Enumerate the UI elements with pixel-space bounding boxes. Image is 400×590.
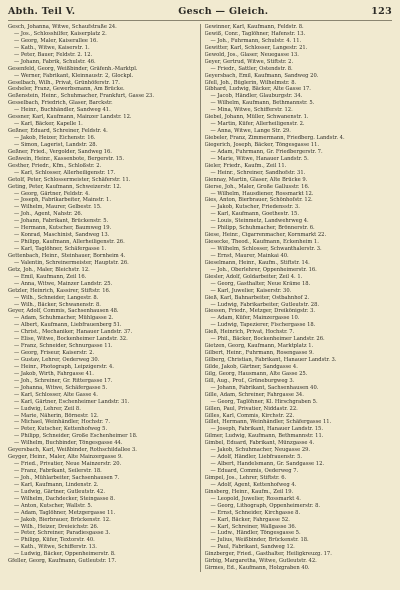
directory-entry: — Jacob, Händler, Glauburgstr. 34. [210,93,303,100]
directory-entry: — Ernst, Maurer, Mainkai 40. [210,252,289,259]
directory-entry: — Joh., Oberlehrer, Oppenheimerstr. 16. [210,266,317,273]
directory-entry: — Simon, Lagerist, Landstr. 28. [14,141,98,148]
directory-entry: — Adam, Küfer, Mainzergasse 10. [210,315,300,322]
directory-entry: — Karl, Taglöhner, Schäfergasse 1. [14,246,107,252]
directory-entry: Geyersbach, Emil, Kaufmann, Sandweg 20. [204,72,319,79]
directory-entry: Getzler, Heinrich, Kassirer, Stiftstr. 16. [8,287,111,294]
directory-entry: Geßner, Fried., Vergolder, Sandweg 16. [8,148,112,155]
directory-entry: — Jakob, Wirth, Fahrgasse 41. [14,370,94,377]
directory-entry: — Adam, Fuhrmann, Gr. Friedbergerstr. 7. [210,148,323,155]
directory-entry: — Joh., Agent, Nahstr. 26. [14,211,83,218]
directory-entry: Gettenbach, Heinr., Steinhauer, Bornheim 4. [8,252,126,259]
directory-entry: Gesch, Johanna, Witwe, Schaufstraße 24. [8,24,117,30]
directory-entry: Gilde, Jakob, Gärtner, Sandgasse 4. [204,363,298,370]
directory-entry: Getolf, Peter, Schlossermeister, Schäferstr. 11. [8,176,131,183]
directory-entry: Gewinner, Karl, Kaufmann, Feldstr. 8. [204,24,304,30]
directory-entry: — Karl, Schlosser, Alte Gasse 4. [14,391,98,398]
directory-entry: Gfell, Joh., Büglerin, Wilhelmstr. 8. [204,79,297,86]
directory-entry: — Valentin, Schreinermeister, Hauptstr. 26. [14,259,129,266]
directory-entry: — Adam, Schuhmacher, Mühlgasse 2. [14,315,114,322]
directory-entry: — Anna, Witwe, Mainzer Landstr. 25. [14,280,113,287]
directory-entry: — Jakob, Bierbrauer, Brückenstr. 12. [14,516,111,523]
directory-entry: Gille, Adam, Schreiner, Fahrgasse 34. [204,391,304,398]
directory-entry: — Wilhelm, Maurer, Gelbestr. 15. [14,204,102,211]
directory-entry: — Karl, Kaufmann, Lindenstr. 2. [14,481,99,488]
directory-entry: — Karl, Kaufmann, Goethestr. 15. [210,211,299,218]
directory-entry: — Mina, Witwe, Schifferstr. 12. [210,107,293,114]
directory-entry: Gieselmann, Heinr., Kaufm., Stiftstr. 14. [204,259,310,266]
directory-entry: Gilberg, Christian, Fabrikant, Hanauer Landstr. 3. [204,357,337,363]
directory-entry: Geselbach, Wilh., Privat, Grünhöferstr. 17. [8,79,120,86]
directory-entry: — Philipp, Schuhmacher, Brönnerstr. 6. [210,225,315,232]
directory-entry: Geyersbach, Karl, Weißbinder, Rothschildallee 3. [8,447,137,454]
directory-entry: — Wilh., Heizer, Dreieichstr. 26. [14,523,99,530]
directory-entry: — Johann, Fabrikant, Sachsenhausen 40. [210,384,319,391]
directory-entry: Geyger, Heinr., Maler, Alte Mainzergasse 9. [8,454,123,461]
directory-entry: Gesther, Friedr., Kfm., Schloßstr. 2. [8,162,102,169]
directory-entry: — Albert, Handelsmann, Gr. Sandgasse 12. [210,461,325,468]
directory-entry: Geyer, Gertrud, Witwe, Stiftstr. 2. [204,58,294,65]
directory-entry: — Franz, Schneider, Schnurgasse 11. [14,343,113,350]
running-title: Gesch — Gleich. [178,6,269,17]
page-number: 123 [371,6,392,17]
directory-entry: — Jos., Schlosshilfer, Kaiserplatz 2. [14,30,107,37]
directory-entry: Gilbert, Heinr., Fuhrmann, Rosengasse 9. [204,350,314,357]
directory-entry: — Karl, Schlosser, Allerheiligenstr. 17. [14,169,116,176]
directory-entry: — Georg, Gärtner, Feldstr. 4. [14,190,90,197]
directory-entry: — Philipp, Schneider, Große Eschenheimer 18. [14,433,138,440]
directory-entry: — Paul, Fabrikant, Sandweg 12. [210,544,295,551]
directory-entry: Gimbel, Eduard, Fabrikant, Münzgasse 4. [204,440,315,447]
directory-entry: Gesenfeld, Georg, Weißbinder, Gräfenh.-Marktpl. [8,65,138,72]
directory-entry: Gewiß, Conr., Taglöhner, Hafenstr. 13. [204,30,306,37]
directory-entry: — Michael, Weinhändler, Hochstr. 7. [14,419,110,426]
directory-entry: — Joseph, Fabrikant, Hanauer Landstr. 15. [210,426,323,433]
directory-column-right [200,24,393,572]
directory-entry: — Philipp, Kaufmann, Allerheiligenstr. 26. [14,239,125,246]
directory-entry: — Albert, Kaufmann, Liebfrauenberg 51. [14,322,122,329]
directory-entry: — Georg, Gasthalter, Neue Kräme 18. [210,280,311,287]
directory-entry: — Wilhelm, Schlosser, Schwanthalerstr. 3. [210,246,322,252]
directory-entry: — Martin, Küfer, Allerheiligenstr. 2. [210,121,305,128]
directory-entry: — Heinr., Schreiner, Sandhofstr. 31. [210,169,306,176]
directory-column-left [8,24,196,572]
directory-entry: — Johann, Fabrik, Schulstr. 46. [14,58,96,65]
directory-entry: — Anna, Witwe, Lange Str. 29. [210,128,291,135]
directory-entry: — Elise, Witwe, Bockenheimer Landstr. 32. [14,336,128,343]
directory-entry: Geßwein, Heinr., Kassenbote, Bergerstr. 15. [8,155,124,162]
directory-entry: — Peter, Bauer, Feldstr. 2. 12. [14,51,93,58]
directory-entry: — Georg, Maler, Kaiserallee 16. [14,37,98,44]
directory-entry: Giebel, Johann, Müller, Schwanenstr. 1. [204,114,309,121]
page-header [8,6,392,21]
directory-entry: — Gustav, Lehrer, Oederweg 30. [14,357,100,363]
directory-entry: — Karl, Juwelier, Kaiserstr. 30. [210,287,292,294]
directory-entry: Giese, Heinr., Cigarrenmacher, Kornmarkt 22. [204,232,327,239]
directory-entry: — Wilhelm, Dachdecker, Steingasse 8. [14,495,116,502]
directory-entry: Gillen, Paul, Privatier, Niddastr. 22. [204,405,298,412]
directory-entry: — Wilhelm, Hausdiener, Rossmarkt 12. [210,190,314,197]
directory-entry: — Heinr., Photograph, Leipzigerstr. 4. [14,363,114,370]
directory-entry: Giessen, Friedr., Metzger, Dreikönigstr. 3. [204,308,316,315]
directory-entry: — Friedr., Sattler, Ostendstr. 8. [210,65,293,72]
directory-entry: — Joseph, Fabrikarbeiter, Mainstr. 1. [14,197,111,204]
directory-entry: — Kath., Witwe, Kaiserstr. 1. [14,44,90,51]
directory-entry: — Jakob, Schuhmacher, Neugasse 29. [210,447,311,454]
directory-entry: — Karl, Schreiner, Wallgasse 36. [210,523,297,530]
directory-entry: — Adolf, Agent, Kettenhofweg 4. [210,481,297,488]
directory-entry: Giesler, Adolf, Goldarbeiter, Zeil 4. 1. [204,273,303,280]
directory-entry: — Louis, Steinmetz, Landwehrweg 4. [210,218,309,225]
directory-entry: — Ludwig, Tapezierer, Fischergasse 18. [210,322,316,329]
directory-entry: — Karl, Bäcker, Fahrgasse 52. [210,516,290,523]
directory-entry: — Georg, Lithograph, Oppenheimerstr. 8. [210,502,321,509]
directory-entry: Gesselbach, Friedrich, Glaser, Barckstr. [8,100,113,107]
directory-entry: Gewitter, Karl, Schlosser, Langestr. 21. [204,44,308,51]
directory-entry: — Ludwig, Gärtner, Gutleutstr. 42. [14,488,106,495]
directory-entry: — Johanna, Witwe, Schäfergasse 5. [14,384,108,391]
directory-entry: Giegerich, Joseph, Bäcker, Töngesgasse 11. [204,141,320,148]
directory-entry: Ginzberger, Fried., Gasthalter, Heiligkreuzg. 17. [204,551,332,558]
directory-entry: — Adolf, Händler, Liebfrauenstr. 5. [210,454,303,461]
directory-entry: — Hermann, Kutscher, Baumweg 19. [14,225,112,232]
directory-entry: Gibhard, Ludwig, Bäcker, Alte Gasse 17. [204,86,311,93]
directory-entry: — Wilhelm, Buchbinder, Töngesgasse 44. [14,440,123,447]
directory-entry: Ginsberg, Heinr., Kaufm., Zeil 19. [204,488,294,495]
directory-entry: Gietzen, Georg, Kaufmann, Marktplatz 1. [204,343,314,350]
directory-entry: Getz, Joh., Maler, Bleichstr. 12. [8,266,90,273]
directory-entry: Gilmer, Ludwig, Kaufmann, Bethmannstr. 11. [204,433,324,440]
directory-entry: — Konrad, Maschinist, Sandweg 13. [14,232,110,239]
directory-entry: — Ludwig, Fabrikarbeiter, Gutleutstr. 28. [210,301,320,308]
directory-entry: Gieler, Friedr., Kaufm., Zeil 11. [204,162,287,169]
directory-entry: — Wilh., Schneider, Langestr. 8. [14,294,99,301]
directory-entry: — Ludwig, Bäcker, Oppenheimerstr. 8. [14,551,116,558]
directory-entry: Gies, Anton, Bierbrauer, Schönhofstr. 12. [204,197,313,204]
directory-entry: — Adam, Taglöhner, Metzgergasse 11. [14,509,116,516]
directory-entry: Geting, Peter, Kaufmann, Schweizerstr. 12. [8,183,122,190]
directory-entry: — Kath., Witwe, Schifferstr. 13. [14,544,97,551]
directory-entry: Gimpel, Jos., Lehrer, Stiftstr. 6. [204,474,287,481]
directory-entry: Giennay, Martin, Glaser, Alte Brücke 9. [204,176,308,183]
directory-entry: — Heinr., Buchhändler, Sandweg 41. [14,107,111,114]
directory-entry: Gewold, Jos., Glaser, Neuegasse 13. [204,51,299,58]
directory-entry: — Jakob, Heizer, Eichenstr. 16. [14,135,96,141]
directory-entry: Gieß, Heinrich, Privat, Hochstr. 7. [204,329,295,336]
directory-entry: — Karl, Gärtner, Eschenheimer Landstr. 31. [14,398,130,405]
directory-entry: Gfeller, Georg, Kaufmann, Gutleutstr. 17. [8,558,117,565]
directory-entry: — Peter, Schreiner, Paradiesgasse 3. [14,530,111,537]
directory-entry: Geßner, Eduard, Schreiner, Feldstr. 4. [8,128,108,135]
directory-entry: — Phil., Bäcker, Bockenheimer Landstr. 26. [210,336,325,343]
directory-entry: Gieß, Karl, Bahnarbeiter, Ostbahnhof 2. [204,294,310,301]
directory-entry: — Jakob, Kutscher, Friedensstr. 3. [210,204,300,211]
directory-entry: — Ludwig, Lehrer, Zeil 8. [14,405,81,412]
directory-entry: — Fried., Privatier, Neue Mainzerstr. 20. [14,461,122,468]
directory-entry: — Eduard, Commis, Oederweg 7. [210,468,299,474]
directory-entry: Giesecke, Theod., Kaufmann, Eckenheim 1. [204,239,319,246]
directory-entry: — Anton, Kutscher, Wallstr. 5. [14,502,93,509]
directory-entry: Geyer, Adolf, Commis, Sachsenhausen 48. [8,308,119,315]
directory-entry: Gilles, Karl, Commis, Kirchstr. 22. [204,412,295,419]
directory-entry: — Julius, Weißbinder, Brückenstr. 18. [210,537,309,544]
directory-entry: — Emil, Kaufmann, Zeil 16. [14,273,87,280]
directory-entry: — Ernst, Schneider, Kirchgasse 8. [210,509,301,516]
directory-entry: Gilg, Georg, Hausmann, Alte Gasse 25. [204,370,308,377]
directory-entry: Gessner, Karl, Kaufmann, Mainzer Landstr. 12. [8,114,132,121]
directory-entry: Girbig, Margaretha, Witwe, Gutleutstr. 42. [204,558,317,565]
directory-entry: — Georg, Taglöhner, Kl. Hirschgraben 5. [210,398,318,405]
directory-entry: Gesheler, Franz, Gewerbsmann, Am Brücke. [8,86,125,93]
directory-entry: — Joh., Mühlarbeiter, Sachsenhausen 7. [14,474,120,481]
directory-entry: — Joh., Fuhrmann, Schulstr. 4. 11. [210,37,302,44]
directory-entry: — Marie, Näherin, Börnestr. 12. [14,412,99,419]
directory-entry: — Karl, Bäcker, Kapelle 1. [14,121,83,128]
directory-columns [8,24,392,572]
directory-entry: — Marie, Witwe, Hanauer Landstr. 5. [210,155,309,162]
section-label: Abth. Teil V. [8,6,76,17]
directory-entry: Girmes, Ed., Kaufmann, Holzgraben 40. [204,565,310,572]
directory-entry: Gill, Aug., Prof., Grüneburgweg 3. [204,377,295,384]
directory-entry: — Wilhelm, Kaufmann, Bethmannstr. 5. [210,100,315,107]
directory-entry: — Franz, Fabrikant, Seilerstr. 18. [14,468,102,474]
directory-entry: Geßenstein, Heinr., Schuhmacher, Frankfurt, Gasse 23. [8,93,154,100]
directory-entry: — Ludw., Händler, Töngesgasse 5. [210,530,301,537]
directory-entry: — Joh., Schreiner, Gr. Rittergasse 17. [14,377,113,384]
directory-entry: — Wilh., Bäcker, Schwanenstr. 8. [14,301,101,308]
directory-entry: — Johann, Fabrikant, Brückenstr. 5. [14,218,109,225]
directory-entry: — Philipp, Küfer, Textorstr. 40. [14,537,95,544]
directory-entry: — Christ., Mechaniker, Hanauer Landstr. 37. [14,329,133,336]
directory-entry: Gierse, Joh., Maler, Große Gallusstr. 16. [204,183,310,190]
directory-entry: — Peter, Kutscher, Kettenhofweg 5. [14,426,108,433]
directory-entry: Gillet, Hermann, Weinhändler, Schäfergasse 11. [204,419,332,426]
directory-entry: — Leopold, Juwelier, Rossmarkt 4. [210,495,301,502]
directory-entry: — Werner, Fabrikant, Kleinnaustr. 2, Glockpl. [14,72,134,79]
directory-entry: — Georg, Friseur, Kaiserstr. 2. [14,350,95,357]
directory-entry: Giebeler, Franz, Zimmermann, Friedberg. Landstr. 4. [204,135,345,141]
